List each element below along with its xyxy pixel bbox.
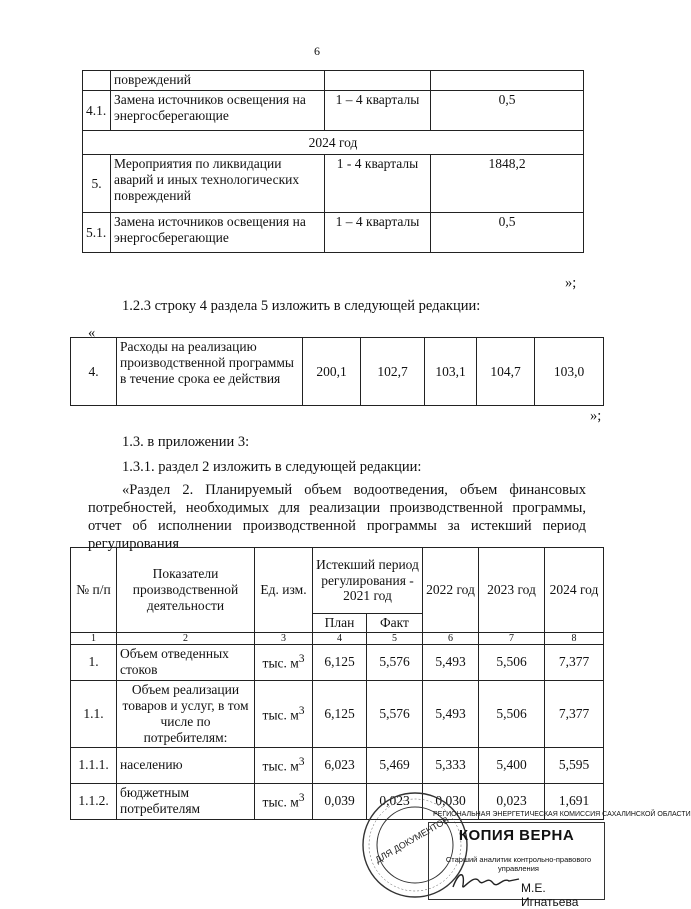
paragraph-1-2-3: 1.2.3 строку 4 раздела 5 изложить в следующей редакции: [122,298,481,314]
row-value: 1848,2 [431,155,584,213]
value-cell: 0,030 [423,783,479,819]
row-period: 1 – 4 кварталы [325,213,431,253]
value-cell: 5,576 [367,680,423,747]
value-cell: 5,576 [367,644,423,680]
table-row [71,338,604,406]
value-cell: 103,0 [535,338,604,406]
value-cell: 0,023 [367,783,423,819]
header-num: № п/п [71,548,117,633]
row-name: Объем отведенных стоков [117,644,255,680]
col-number: 1 [71,632,117,644]
signatory-name: М.Е. Игнатьева [521,881,579,909]
row-period [325,71,431,91]
unit-sup: 3 [298,704,305,717]
header-period: Истекший период регулирования - 2021 год [313,548,423,614]
header-2024: 2024 год [545,548,604,633]
row-name: бюджетным потребителям [117,783,255,819]
row-number: 1.1.2. [71,783,117,819]
row-number: 1.1.1. [71,747,117,783]
year-row [83,131,584,155]
col-number: 2 [117,632,255,644]
value-cell: 5,595 [545,747,604,783]
row-text: Замена источников освещения на энергосберегающие [111,213,325,253]
row-period: 1 - 4 кварталы [325,155,431,213]
table-row [83,155,584,213]
unit-cell [255,747,313,783]
header-row [71,548,604,614]
col-number: 8 [545,632,604,644]
value-cell: 6,125 [313,644,367,680]
copy-stamp [428,811,691,909]
row-text: Замена источников освещения на энергосберегающие [111,91,325,131]
table-row [71,747,604,783]
unit-cell [255,644,313,680]
unit-text: тыс. м [262,707,299,723]
row-text: Расходы на реализацию производственной программы в течение срока ее действия [117,338,303,406]
table-row [83,91,584,131]
col-number: 4 [313,632,367,644]
value-cell: 102,7 [361,338,425,406]
value-cell: 5,333 [423,747,479,783]
header-2023: 2023 год [479,548,545,633]
copy-verified-label: КОПИЯ ВЕРНА [458,827,575,844]
row-number [83,71,111,91]
section-heading: «Раздел 2. Планируемый объем водоотведения, объем финансовых потребностей, необходимых для реализации производственной программы, отчет об исполнении производственной программы за истекший период регулирования [88,482,586,552]
unit-text: тыс. м [262,655,299,671]
page-number: 6 [314,44,320,58]
unit-sup: 3 [298,755,305,768]
table-row [83,213,584,253]
row-name: Объем реализации товаров и услуг, в том числе по потребителям: [117,680,255,747]
table-row [71,680,604,747]
col-number: 7 [479,632,545,644]
top-table [82,70,584,253]
row-number: 4.1. [83,91,111,131]
unit-cell [255,680,313,747]
header-unit: Ед. изм. [255,548,313,633]
value-cell: 6,125 [313,680,367,747]
close-quote: »; [590,408,602,424]
unit-cell [255,783,313,819]
header-indicators: Показатели производственной деятельности [117,548,255,633]
header-2022: 2022 год [423,548,479,633]
paragraph-1-3-1: 1.3.1. раздел 2 изложить в следующей редакции: [122,459,422,475]
row-period: 1 – 4 кварталы [325,91,431,131]
row-text: Мероприятия по ликвидации аварий и иных технологических повреждений [111,155,325,213]
value-cell: 5,506 [479,680,545,747]
col-number: 6 [423,632,479,644]
row-value: 0,5 [431,213,584,253]
value-cell: 6,023 [313,747,367,783]
indicators-table [70,547,604,820]
unit-sup: 3 [298,653,305,666]
column-numbers-row [71,632,604,644]
value-cell: 5,493 [423,680,479,747]
row-number: 4. [71,338,117,406]
header-fact: Факт [367,614,423,633]
value-cell: 103,1 [425,338,477,406]
value-cell: 0,023 [479,783,545,819]
stamp-header: РЕГИОНАЛЬНАЯ ЭНЕРГЕТИЧЕСКАЯ КОМИССИЯ САХАЛИНСКОЙ ОБЛАСТИ [433,811,691,818]
value-cell: 7,377 [545,644,604,680]
value-cell: 5,400 [479,747,545,783]
row-value: 0,5 [431,91,584,131]
col-number: 3 [255,632,313,644]
unit-text: тыс. м [262,758,299,774]
table-row [83,71,584,91]
close-quote: »; [565,275,577,291]
header-plan: План [313,614,367,633]
table-row [71,644,604,680]
col-number: 5 [367,632,423,644]
row-number: 1.1. [71,680,117,747]
value-cell: 5,493 [423,644,479,680]
row-value [431,71,584,91]
year-label: 2024 год [83,131,584,155]
open-quote: « [88,325,96,341]
row-name: населению [117,747,255,783]
handwritten-signature [451,867,521,895]
row-number: 5. [83,155,111,213]
row-text: повреждений [111,71,325,91]
row-number: 5.1. [83,213,111,253]
stamp-position: Старший аналитик контрольно-правового управления [445,855,592,873]
unit-sup: 3 [298,791,305,804]
value-cell: 0,039 [313,783,367,819]
value-cell: 1,691 [545,783,604,819]
expenses-table [70,337,604,406]
row-number: 1. [71,644,117,680]
value-cell: 104,7 [477,338,535,406]
value-cell: 200,1 [303,338,361,406]
seal-text: ДЛЯ ДОКУМЕНТОВ [373,814,451,865]
value-cell: 5,506 [479,644,545,680]
value-cell: 5,469 [367,747,423,783]
value-cell: 7,377 [545,680,604,747]
unit-text: тыс. м [262,794,299,810]
paragraph-1-3: 1.3. в приложении 3: [122,434,250,450]
